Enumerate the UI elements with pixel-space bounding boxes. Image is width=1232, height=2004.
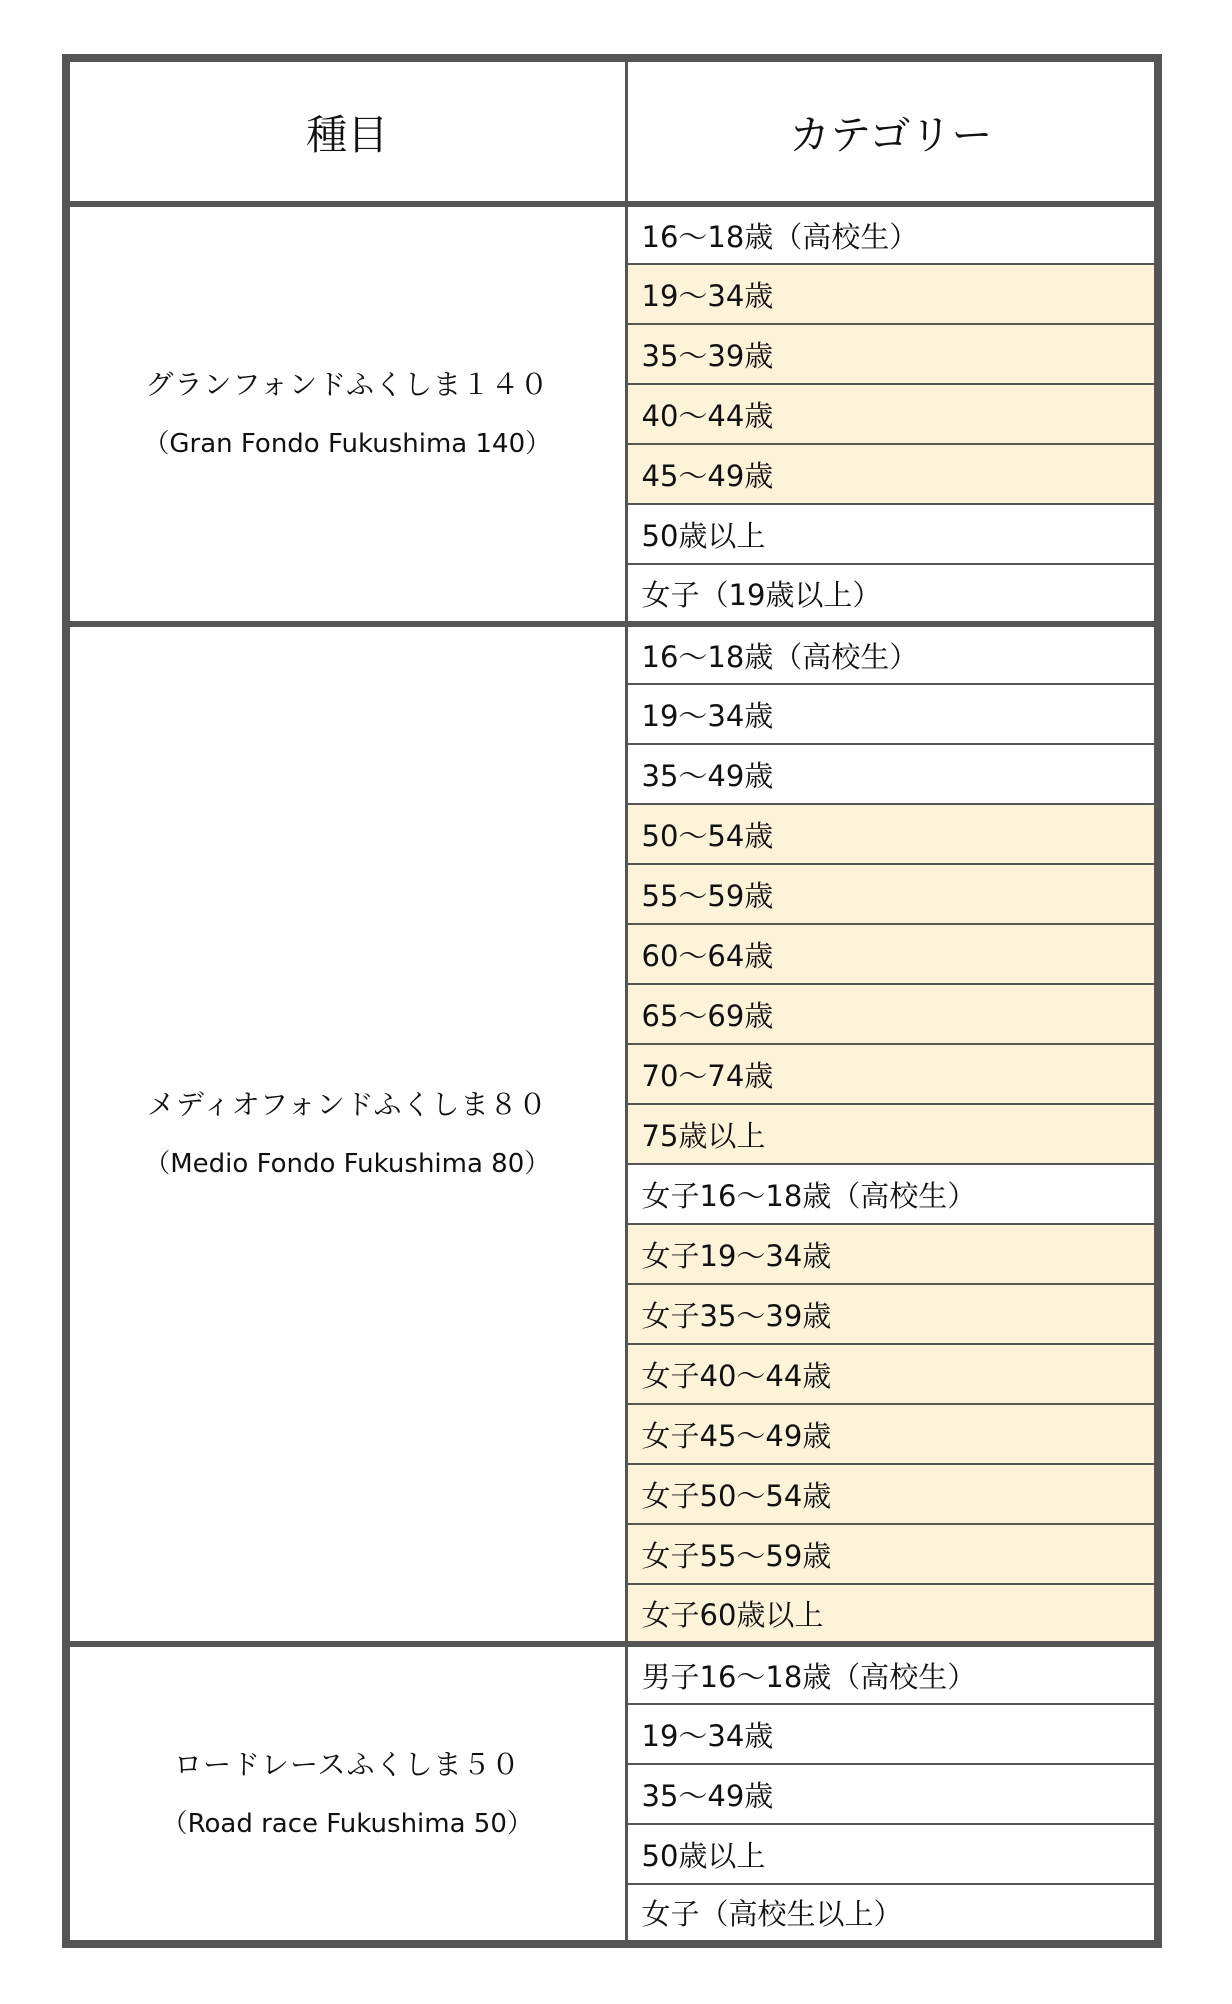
- category-cell: 女子50〜54歳: [626, 1464, 1158, 1524]
- event-cell: [66, 1644, 626, 1944]
- table-row: [66, 1644, 1158, 1704]
- category-cell: 55〜59歳: [626, 864, 1158, 924]
- event-group: [66, 204, 1158, 624]
- category-cell: 女子40〜44歳: [626, 1344, 1158, 1404]
- event-cell: [66, 624, 626, 1644]
- category-cell: 35〜49歳: [626, 1764, 1158, 1824]
- category-cell: 40〜44歳: [626, 384, 1158, 444]
- category-cell: 19〜34歳: [626, 684, 1158, 744]
- category-cell: 75歳以上: [626, 1104, 1158, 1164]
- event-name-en: （Road race Fukushima 50）: [161, 1808, 533, 1839]
- category-cell: 70〜74歳: [626, 1044, 1158, 1104]
- header-category: カテゴリー: [626, 58, 1158, 204]
- category-cell: 45〜49歳: [626, 444, 1158, 504]
- category-cell: 女子55〜59歳: [626, 1524, 1158, 1584]
- category-cell: 50〜54歳: [626, 804, 1158, 864]
- category-cell: 50歳以上: [626, 1824, 1158, 1884]
- event-name: メディオフォンドふくしま８０: [147, 1088, 548, 1121]
- category-cell: 50歳以上: [626, 504, 1158, 564]
- category-cell: 19〜34歳: [626, 1704, 1158, 1764]
- table-row: [66, 204, 1158, 264]
- category-cell: 女子45〜49歳: [626, 1404, 1158, 1464]
- event-group: [66, 624, 1158, 1644]
- category-cell: 60〜64歳: [626, 924, 1158, 984]
- category-cell: 65〜69歳: [626, 984, 1158, 1044]
- header-event: 種目: [66, 58, 626, 204]
- category-cell: 女子60歳以上: [626, 1584, 1158, 1644]
- event-name-en: （Gran Fondo Fukushima 140）: [143, 429, 552, 459]
- category-cell: 35〜39歳: [626, 324, 1158, 384]
- event-cell: [66, 204, 626, 624]
- table-header: [66, 58, 1158, 204]
- category-cell: 女子（高校生以上）: [626, 1884, 1158, 1944]
- category-cell: 男子16〜18歳（高校生）: [626, 1644, 1158, 1704]
- event-name: ロードレースふくしま５０: [173, 1747, 521, 1781]
- category-cell: 16〜18歳（高校生）: [626, 624, 1158, 684]
- category-table: [62, 54, 1162, 1948]
- category-cell: 16〜18歳（高校生）: [626, 204, 1158, 264]
- category-cell: 女子19〜34歳: [626, 1224, 1158, 1284]
- event-name-en: （Medio Fondo Fukushima 80）: [144, 1149, 551, 1179]
- header-row: [66, 58, 1158, 204]
- category-cell: 女子（19歳以上）: [626, 564, 1158, 624]
- event-group: [66, 1644, 1158, 1944]
- category-cell: 女子35〜39歳: [626, 1284, 1158, 1344]
- category-cell: 19〜34歳: [626, 264, 1158, 324]
- category-cell: 35〜49歳: [626, 744, 1158, 804]
- table-row: [66, 624, 1158, 684]
- category-cell: 女子16〜18歳（高校生）: [626, 1164, 1158, 1224]
- event-name: グランフォンドふくしま１４０: [145, 368, 549, 401]
